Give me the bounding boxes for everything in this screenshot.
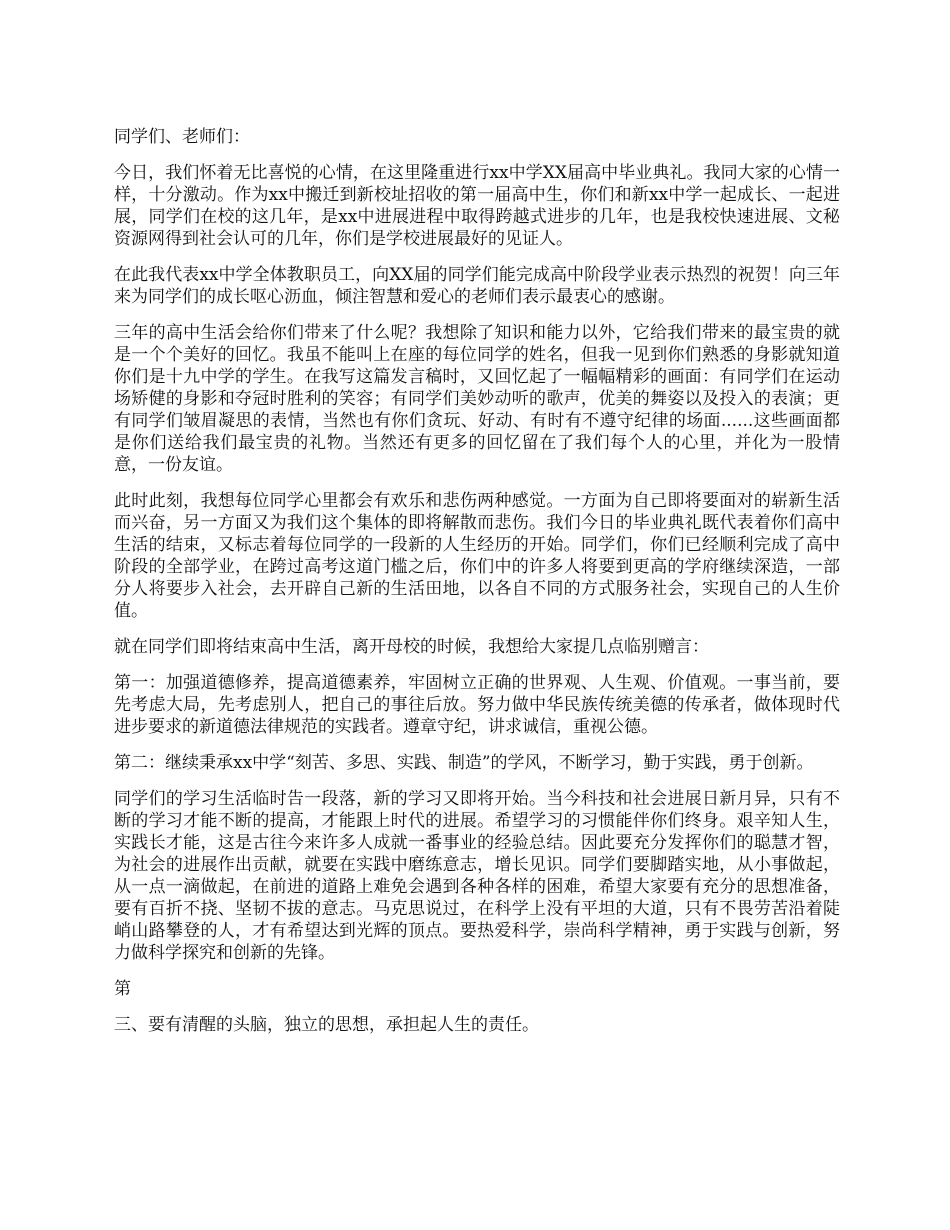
- document-body: [114, 126, 840, 1050]
- advice-one-paragraph: 第一：加强道德修养，提高道德素养，牢固树立正确的世界观、人生观、价值观。一事当前，要先考虑大局，先考虑别人，把自己的事往后放。努力做中华民族传统美德的传承者，做体现时代进步要求的新道德法律规范的实践者。遵章守纪，讲求诚信，重视公德。: [114, 673, 840, 737]
- advice-two-paragraph: 第二：继续秉承xx中学“刻苦、多思、实践、制造”的学风，不断学习，勤于实践，勇于创新。: [114, 753, 814, 773]
- memories-paragraph: 三年的高中生活会给你们带来了什么呢？我想除了知识和能力以外，它给我们带来的最宝贵的就是一个个美好的回忆。我虽不能叫上在座的每位同学的姓名，但我一见到你们熟悉的身影就知道你们是十九中学的学生。在我写这篇发言稿时，又回忆起了一幅幅精彩的画面：有同学们在运动场矫健的身影和夺冠时胜利的笑容；有同学们美妙动听的歌声，优美的舞姿以及投入的表演；更有同学们皱眉凝思的表情，当然也有你们贪玩、好动、有时有不遵守纪律的场面......这些画面都是你们送给我们最宝贵的礼物。当然还有更多的回忆留在了我们每个人的心里，并化为一股情意，一份友谊。: [114, 323, 840, 475]
- congratulations-paragraph: 在此我代表xx中学全体教职员工，向XX届的同学们能完成高中阶段学业表示热烈的祝贺！向三年来为同学们的成长呕心沥血，倾注智慧和爱心的老师们表示最衷心的感谢。: [114, 265, 840, 307]
- learning-paragraph: 同学们的学习生活临时告一段落，新的学习又即将开始。当今科技和社会进展日新月异，只有不断的学习才能不断的提高，才能跟上时代的进展。希望学习的习惯能伴你们终身。艰辛知人生，实践长才能，这是古往今来许多人成就一番事业的经验总结。因此要充分发挥你们的聪慧才智，为社会的进展作出贡献，就要在实践中磨练意志，增长见识。同学们要脚踏实地，从小事做起，从一点一滴做起，在前进的道路上难免会遇到各种各样的困难，希望大家要有充分的思想准备，要有百折不挠、坚韧不拔的意志。马克思说过，在科学上没有平坦的大道，只有不畏劳苦沿着陡峭山路攀登的人，才有希望达到光辉的顶点。要热爱科学，崇尚科学精神，勇于实践与创新，努力做科学探究和创新的先锋。: [114, 789, 840, 963]
- greeting-paragraph: 同学们、老师们：: [114, 127, 250, 147]
- opening-paragraph: 今日，我们怀着无比喜悦的心情，在这里隆重进行xx中学XX届高中毕业典礼。我同大家的心情一样，十分激动。作为xx中搬迁到新校址招收的第一届高中生，你们和新xx中学一起成长、一起进展，同学们在校的这几年，是xx中进展进程中取得跨越式进步的几年，也是我校快速进展、文秘资源网得到社会认可的几年，你们是学校进展最好的见证人。: [114, 163, 840, 249]
- advice-three-paragraph: 三、要有清醒的头脑，独立的思想，承担起人生的责任。: [114, 1015, 539, 1035]
- fragment-paragraph: 第: [114, 979, 131, 999]
- feelings-paragraph: 此时此刻，我想每位同学心里都会有欢乐和悲伤两种感觉。一方面为自己即将要面对的崭新生活而兴奋，另一方面又为我们这个集体的即将解散而悲伤。我们今日的毕业典礼既代表着你们高中生活的结束，又标志着每位同学的一段新的人生经历的开始。同学们，你们已经顺利完成了高中阶段的全部学业，在跨过高考这道门槛之后，你们中的许多人将要到更高的学府继续深造，一部分人将要步入社会，去开辟自己新的生活田地，以各自不同的方式服务社会，实现自己的人生价值。: [114, 491, 840, 621]
- farewell-intro-paragraph: 就在同学们即将结束高中生活，离开母校的时候，我想给大家提几点临别赠言：: [114, 637, 709, 657]
